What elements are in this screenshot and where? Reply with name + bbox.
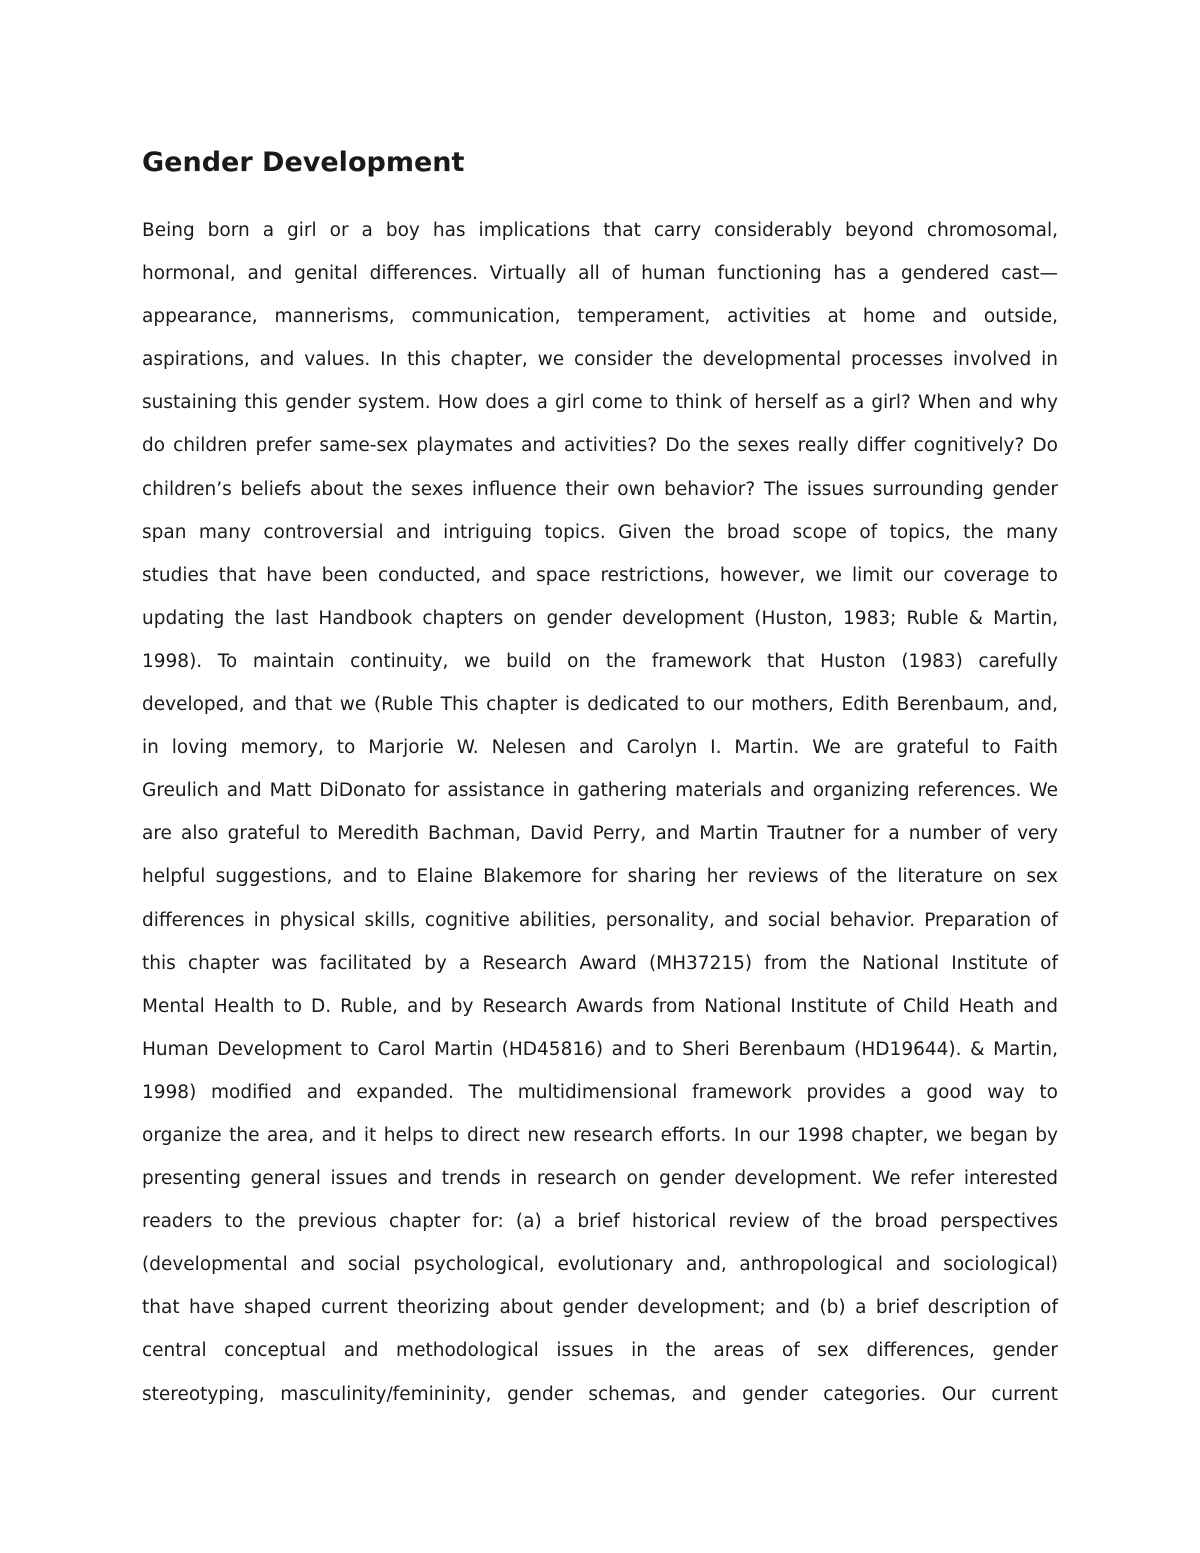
paragraph-line: appearance, mannerisms, communication, temperament, activities at home and outside, <box>142 306 1058 328</box>
paragraph-line: that have shaped current theorizing about gender development; and (b) a brief description of <box>142 1297 1058 1319</box>
paragraph-line: developed, and that we (Ruble This chapter is dedicated to our mothers, Edith Berenbaum, and, <box>142 694 1058 716</box>
paragraph-line: do children prefer same-sex playmates and activities? Do the sexes really differ cognitively? Do <box>142 435 1058 457</box>
paragraph-line: span many controversial and intriguing topics. Given the broad scope of topics, the many <box>142 521 1058 543</box>
paragraph-line: presenting general issues and trends in research on gender development. We refer interested <box>142 1168 1058 1190</box>
paragraph-line: Being born a girl or a boy has implications that carry considerably beyond chromosomal, <box>142 220 1058 241</box>
paragraph-line: Mental Health to D. Ruble, and by Research Awards from National Institute of Child Heath and <box>142 995 1058 1017</box>
paragraph-line: this chapter was facilitated by a Research Award (MH37215) from the National Institute of <box>142 952 1058 974</box>
paragraph-line: stereotyping, masculinity/femininity, gender schemas, and gender categories. Our current <box>142 1383 1058 1405</box>
paragraph-line: Human Development to Carol Martin (HD45816) and to Sheri Berenbaum (HD19644). & Martin, <box>142 1038 1058 1060</box>
body-paragraph <box>142 213 1058 1420</box>
paragraph-line: 1998). To maintain continuity, we build on the framework that Huston (1983) carefully <box>142 650 1058 672</box>
paragraph-line: sustaining this gender system. How does a girl come to think of herself as a girl? When and why <box>142 392 1058 414</box>
paragraph-line: hormonal, and genital differences. Virtually all of human functioning has a gendered cast— <box>142 263 1058 285</box>
paragraph-line: children’s beliefs about the sexes influence their own behavior? The issues surrounding gender <box>142 478 1058 500</box>
paragraph-line: (developmental and social psychological, evolutionary and, anthropological and sociological) <box>142 1254 1058 1276</box>
paragraph-line: are also grateful to Meredith Bachman, David Perry, and Martin Trautner for a number of very <box>142 823 1058 845</box>
paragraph-line: aspirations, and values. In this chapter, we consider the developmental processes involved in <box>142 349 1058 371</box>
paragraph-line: 1998) modified and expanded. The multidimensional framework provides a good way to <box>142 1081 1058 1103</box>
paragraph-line: organize the area, and it helps to direct new research efforts. In our 1998 chapter, we began by <box>142 1124 1058 1146</box>
paragraph-line: helpful suggestions, and to Elaine Blakemore for sharing her reviews of the literature on sex <box>142 866 1058 888</box>
document-title: Gender Development <box>142 147 465 178</box>
paragraph-line: studies that have been conducted, and space restrictions, however, we limit our coverage to <box>142 564 1058 586</box>
paragraph-line: Greulich and Matt DiDonato for assistance in gathering materials and organizing references. We <box>142 780 1058 802</box>
paragraph-line: updating the last Handbook chapters on gender development (Huston, 1983; Ruble & Martin, <box>142 607 1058 629</box>
paragraph-line: central conceptual and methodological issues in the areas of sex differences, gender <box>142 1340 1058 1362</box>
paragraph-line: differences in physical skills, cognitive abilities, personality, and social behavior. Preparation of <box>142 909 1058 931</box>
paragraph-line: readers to the previous chapter for: (a) a brief historical review of the broad perspectives <box>142 1211 1058 1233</box>
paragraph-line: in loving memory, to Marjorie W. Nelesen and Carolyn I. Martin. We are grateful to Faith <box>142 737 1058 759</box>
